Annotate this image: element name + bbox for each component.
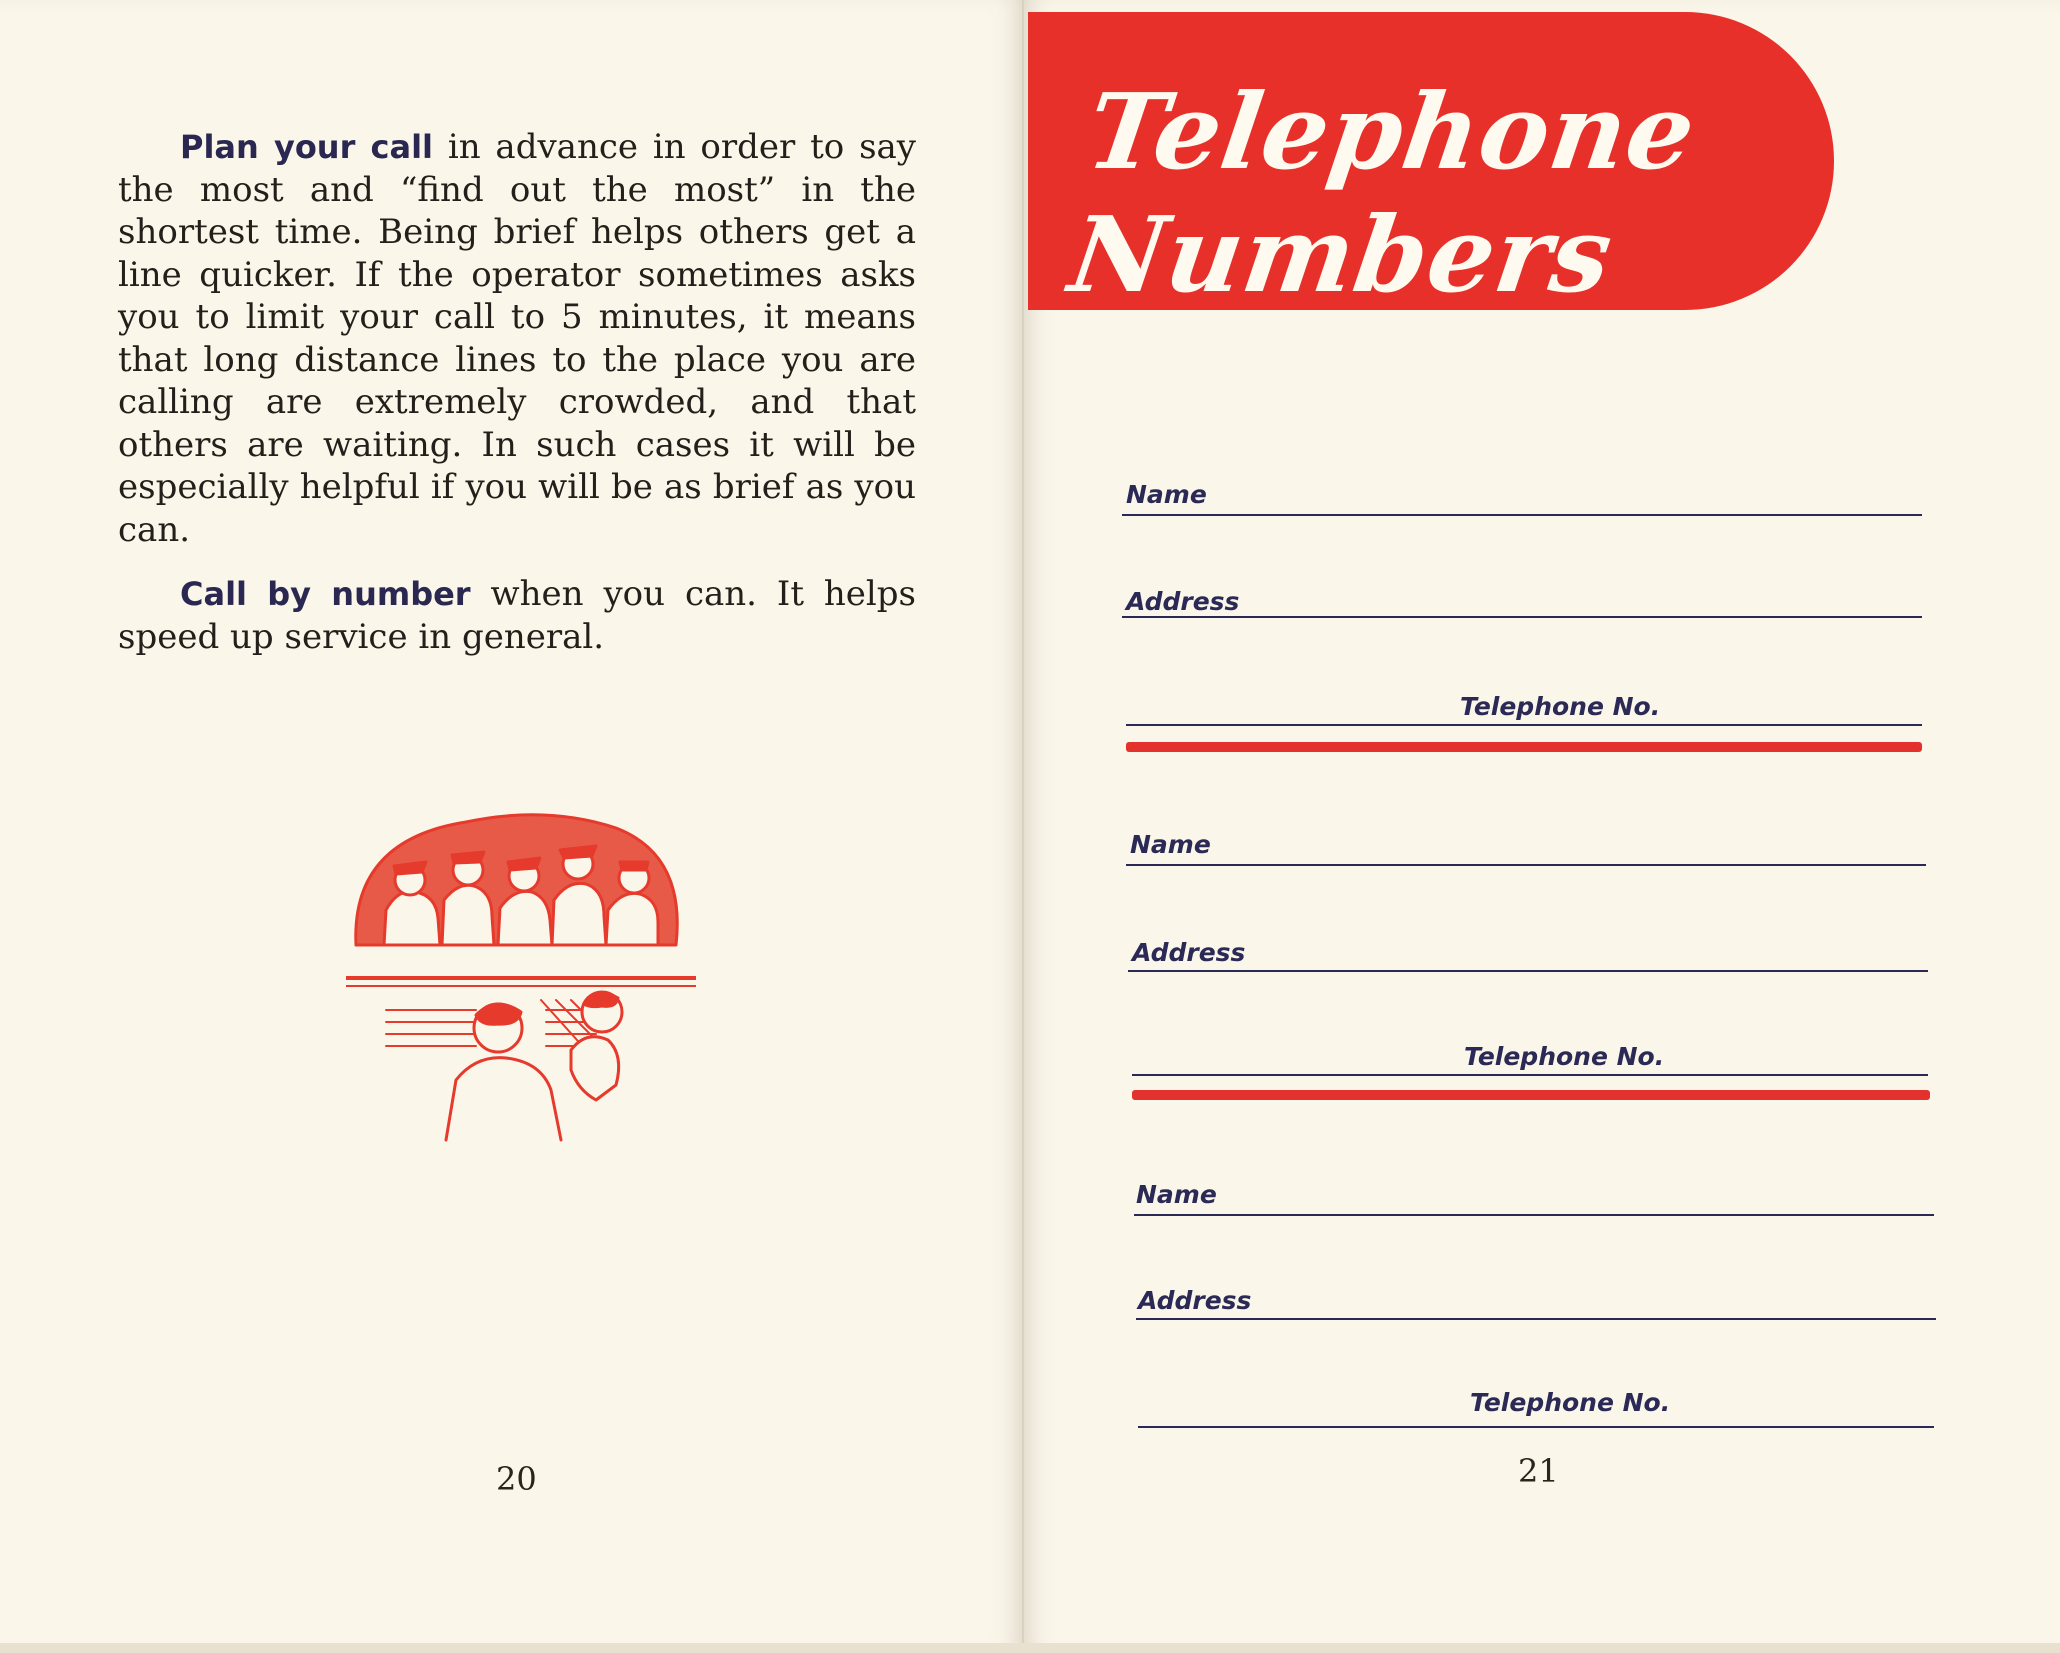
telephone-label: Telephone No. [1470, 1388, 1671, 1417]
entry-divider [1126, 742, 1922, 752]
name-label: Name [1126, 480, 1207, 509]
paragraph-lead: Call by number [180, 575, 471, 613]
paragraph-lead: Plan your call [180, 128, 434, 166]
name-label: Name [1136, 1180, 1217, 1209]
name-field[interactable] [1126, 864, 1926, 866]
name-field[interactable] [1122, 514, 1922, 516]
telephone-field[interactable] [1138, 1426, 1934, 1428]
address-field[interactable] [1122, 616, 1922, 618]
address-field[interactable] [1128, 970, 1928, 972]
telephone-field[interactable] [1126, 724, 1922, 726]
paragraph-body: when you can. It helps speed up service in general. [118, 574, 917, 657]
name-label: Name [1130, 830, 1211, 859]
telephone-field[interactable] [1132, 1074, 1928, 1076]
page-title: Telephone Numbers [1062, 70, 1704, 316]
address-label: Address [1126, 587, 1240, 616]
booklet-bottom-edge [0, 1643, 2060, 1653]
paragraph-call-by-number [118, 573, 916, 658]
telephone-label: Telephone No. [1460, 692, 1661, 721]
address-field[interactable] [1136, 1318, 1936, 1320]
address-label: Address [1132, 938, 1246, 967]
address-label: Address [1138, 1286, 1252, 1315]
page-number: 21 [1518, 1452, 1559, 1490]
body-text [118, 126, 916, 680]
telephone-label: Telephone No. [1464, 1042, 1665, 1071]
paragraph-plan-your-call [118, 126, 916, 551]
switchboard-illustration [346, 800, 696, 1150]
entry-divider [1132, 1090, 1930, 1100]
name-field[interactable] [1134, 1214, 1934, 1216]
page-number: 20 [496, 1460, 537, 1498]
paragraph-body: in advance in order to say the most and “find out the most” in the shortest time. Being brief helps others get a line quicker. If the operator sometimes asks you to limit your call to 5 minutes, it means that long distance lines to the place you are calling are extremely crowded, and that others are waiting. In such cases it will be especially helpful if you will be as brief as you can. [118, 127, 916, 550]
